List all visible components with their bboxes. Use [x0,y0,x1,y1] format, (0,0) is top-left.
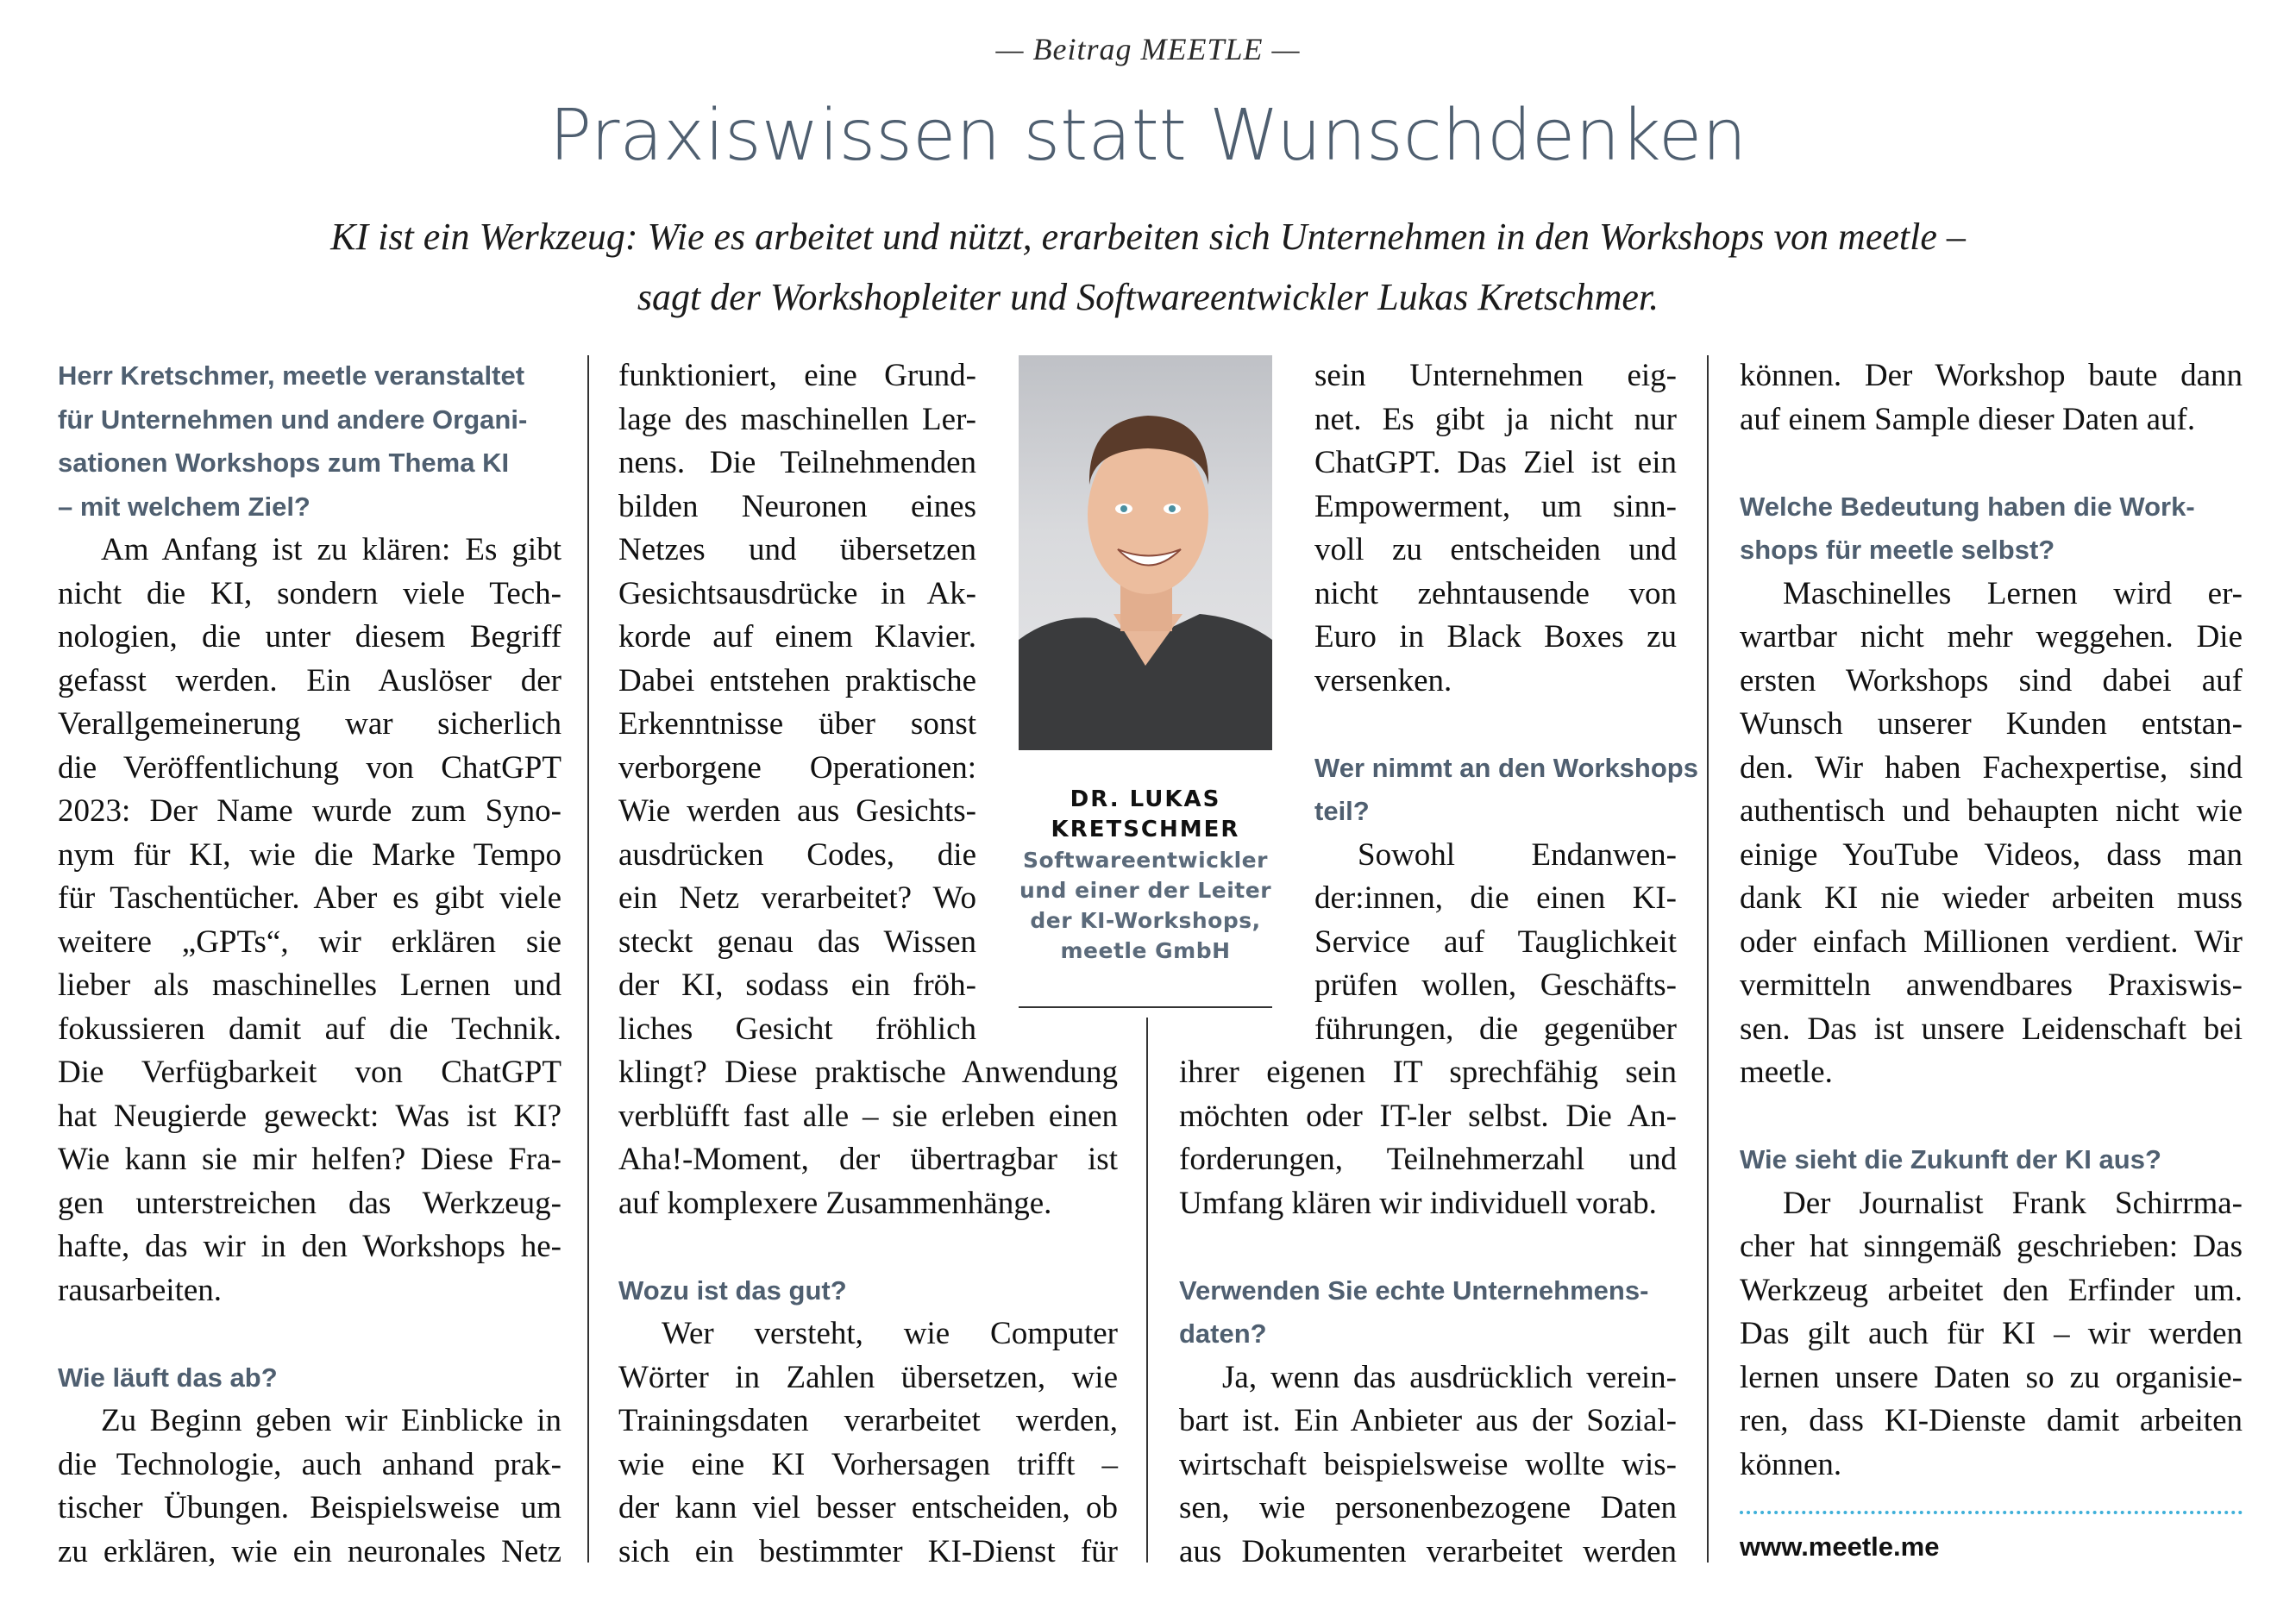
body-text-line: liches Gesicht fröhlich [618,1011,976,1047]
body-text-line: vermitteln anwendbares Praxiswis- [1740,968,2243,1003]
body-text-line: Der Journalist Frank Schirrma- [1783,1186,2243,1221]
body-text-line: Gesichtsausdrücke in Ak- [618,576,976,611]
body-text-line: verborgene Operationen: [618,750,976,786]
body-text-line: nicht zehntausende von [1314,576,1677,611]
body-text-line: Wie kann sie mir helfen? Diese Fra- [58,1142,561,1177]
question-heading: Welche Bedeutung haben die Work- [1740,492,2195,522]
body-text-line: nologien, die unter diesem Begriff [58,619,561,654]
body-text-line: Das gilt auch für KI – wir werden [1740,1316,2243,1351]
body-text-line: Dabei entstehen praktische [618,663,976,698]
body-text-line: forderungen, Teilnehmerzahl und [1179,1142,1677,1177]
body-text-line: nicht die KI, sondern viele Tech- [58,576,561,611]
question-heading: Verwenden Sie echte Unternehmens- [1179,1275,1649,1306]
body-text-line: möchten oder IT-ler selbst. Die An- [1179,1099,1677,1134]
body-text-line: Sowohl Endanwen- [1358,837,1677,873]
body-text-line: Wie werden aus Gesichts- [618,793,976,829]
caption-name-line: KRETSCHMER [1051,817,1240,842]
body-text-line: korde auf einem Klavier. [618,619,976,654]
body-text-line: Trainingsdaten verarbeitet werden, [618,1403,1118,1438]
question-heading: – mit welchem Ziel? [58,492,311,522]
body-text-line: ersten Workshops sind dabei auf [1740,663,2243,698]
body-text-line: auf komplexere Zusammenhänge. [618,1186,1052,1221]
body-text-line: Die Verfügbarkeit von ChatGPT [58,1055,561,1090]
body-text-line: sen. Das ist unsere Leidenschaft bei [1740,1011,2243,1047]
standfirst-line-2: sagt der Workshopleiter und Softwareentwickler Lukas Kretschmer. [637,276,1659,318]
caption-role-line: und einer der Leiter [1019,878,1272,903]
body-text-line: fokussieren damit auf die Technik. [58,1011,561,1047]
body-text-line: Wunsch unserer Kunden entstan- [1740,706,2243,742]
body-text-line: bart ist. Ein Anbieter aus der Sozial- [1179,1403,1677,1438]
body-text-line: wirtschaft beispielsweise wollte wis- [1179,1447,1677,1482]
column-divider-1 [587,355,589,1563]
body-text-line: hafte, das wir in den Workshops he- [58,1229,561,1264]
body-text-line: verblüfft fast alle – sie erleben einen [618,1099,1118,1134]
body-text-line: Verallgemeinerung war sicherlich [58,706,561,742]
body-text-line: der kann viel besser entscheiden, ob [618,1490,1118,1525]
body-text-line: meetle. [1740,1055,1833,1090]
body-text-line: authentisch und behaupten nicht wie [1740,793,2243,829]
body-text-line: voll zu entscheiden und [1314,532,1677,567]
body-text-line: 2023: Der Name wurde zum Syno- [58,793,561,829]
standfirst-line-1: KI ist ein Werkzeug: Wie es arbeitet und nützt, erarbeiten sich Unternehmen in den Workshops von meetle – [330,216,1966,258]
body-text-line: hat Neugierde geweckt: Was ist KI? [58,1099,561,1134]
question-heading: sationen Workshops zum Thema KI [58,448,510,478]
body-text-line: die Technologie, auch anhand prak- [58,1447,561,1482]
body-text-line: aus Dokumenten verarbeitet werden [1179,1534,1677,1569]
body-text-line: dank KI nie wieder arbeiten muss [1740,880,2243,916]
body-text-line: ausdrücken Codes, die [618,837,976,873]
column-divider-3 [1707,355,1709,1563]
body-text-line: wie eine KI Vorhersagen trifft – [618,1447,1118,1482]
body-text-line: lieber als maschinelles Lernen und [58,968,561,1003]
body-text-line: oder einfach Millionen verdient. Wir [1740,924,2243,960]
portrait-photo [1019,355,1272,750]
body-text-line: Wer versteht, wie Computer [662,1316,1118,1351]
question-heading: für Unternehmen und andere Organi- [58,404,528,435]
body-text-line: die Veröffentlichung von ChatGPT [58,750,561,786]
body-text-line: sein Unternehmen eig- [1314,358,1677,393]
question-heading: daten? [1179,1318,1267,1349]
body-text-line: ein Netz verarbeitet? Wo [618,880,976,916]
body-text-line: für Taschentücher. Aber es gibt viele [58,880,561,916]
body-text-line: Netzes und übersetzen [618,532,976,567]
body-text-line: können. Der Workshop baute dann [1740,358,2243,393]
body-text-line: prüfen wollen, Geschäfts- [1314,968,1677,1003]
body-text-line: der:innen, die einen KI- [1314,880,1677,916]
body-text-line: Ja, wenn das ausdrücklich verein- [1222,1360,1677,1395]
body-text-line: Empowerment, um sinn- [1314,489,1677,524]
body-text-line: net. Es gibt ja nicht nur [1314,402,1677,437]
body-text-line: ihrer eigenen IT sprechfähig sein [1179,1055,1677,1090]
column-divider-2 [1146,1018,1148,1563]
website-link[interactable]: www.meetle.me [1740,1531,1940,1562]
caption-name-line: DR. LUKAS [1070,786,1221,812]
body-text-line: Aha!-Moment, der übertragbar ist [618,1142,1118,1177]
body-text-line: cher hat sinngemäß geschrieben: Das [1740,1229,2243,1264]
caption-role-line: meetle GmbH [1060,938,1231,963]
caption-role-line: Softwareentwickler [1023,848,1268,873]
question-heading: shops für meetle selbst? [1740,535,2055,565]
body-text-line: gefasst werden. Ein Auslöser der [58,663,561,698]
body-text-line: klingt? Diese praktische Anwendung [618,1055,1118,1090]
body-text-line: führungen, die gegenüber [1314,1011,1677,1047]
body-text-line: Service auf Tauglichkeit [1314,924,1677,960]
question-heading: Wer nimmt an den Workshops [1314,753,1698,783]
photo-caption [1009,785,1282,966]
body-text-line: tischer Übungen. Beispielsweise um [58,1490,561,1525]
body-text-line: Am Anfang ist zu klären: Es gibt [101,532,561,567]
body-text-line: Umfang klären wir individuell vorab. [1179,1186,1657,1221]
body-text-line: der KI, sodass ein fröh- [618,968,976,1003]
question-heading: Wie läuft das ab? [58,1362,278,1393]
body-text-line: nens. Die Teilnehmenden [618,445,976,480]
body-text-line: bilden Neuronen eines [618,489,976,524]
body-text-line: Wörter in Zahlen übersetzen, wie [618,1360,1118,1395]
caption-role-line: der KI-Workshops, [1030,908,1261,933]
body-text-line: lage des maschinellen Ler- [618,402,976,437]
dotted-divider [1740,1511,2243,1514]
page-title: Praxiswissen statt Wunschdenken [549,95,1747,177]
body-text-line: Zu Beginn geben wir Einblicke in [101,1403,561,1438]
body-text-line: Euro in Black Boxes zu [1314,619,1677,654]
portrait-image-icon [1019,355,1272,750]
question-heading: teil? [1314,796,1370,826]
question-heading: Wozu ist das gut? [618,1275,847,1306]
caption-rule [1019,1006,1272,1008]
body-text-line: Erkenntnisse über sonst [618,706,976,742]
body-text-line: steckt genau das Wissen [618,924,976,960]
body-text-line: nym für KI, wie die Marke Tempo [58,837,561,873]
body-text-line: ChatGPT. Das Ziel ist ein [1314,445,1677,480]
body-text-line: lernen unsere Daten so zu organisie- [1740,1360,2243,1395]
body-text-line: zu erklären, wie ein neuronales Netz [58,1534,561,1569]
body-text-line: auf einem Sample dieser Daten auf. [1740,402,2196,437]
body-text-line: Maschinelles Lernen wird er- [1783,576,2243,611]
body-text-line: einige YouTube Videos, dass man [1740,837,2243,873]
body-text-line: gen unterstreichen das Werkzeug- [58,1186,561,1221]
question-heading: Herr Kretschmer, meetle veranstaltet [58,360,525,391]
body-text-line: versenken. [1314,663,1452,698]
body-text-line: sen, wie personenbezogene Daten [1179,1490,1677,1525]
body-text-line: wartbar nicht mehr weggehen. Die [1740,619,2243,654]
kicker: — Beitrag MEETLE — [995,32,1301,66]
body-text-line: funktioniert, eine Grund- [618,358,976,393]
body-text-line: können. [1740,1447,1842,1482]
body-text-line: ren, dass KI-Dienste damit arbeiten [1740,1403,2243,1438]
body-text-line: sich ein bestimmter KI-Dienst für [618,1534,1118,1569]
body-text-line: weitere „GPTs“, wir erklären sie [58,924,561,960]
body-text-line: rausarbeiten. [58,1273,223,1308]
body-text-line: Werkzeug arbeitet den Erfinder um. [1740,1273,2243,1308]
question-heading: Wie sieht die Zukunft der KI aus? [1740,1144,2161,1174]
body-text-line: den. Wir haben Fachexpertise, sind [1740,750,2243,786]
